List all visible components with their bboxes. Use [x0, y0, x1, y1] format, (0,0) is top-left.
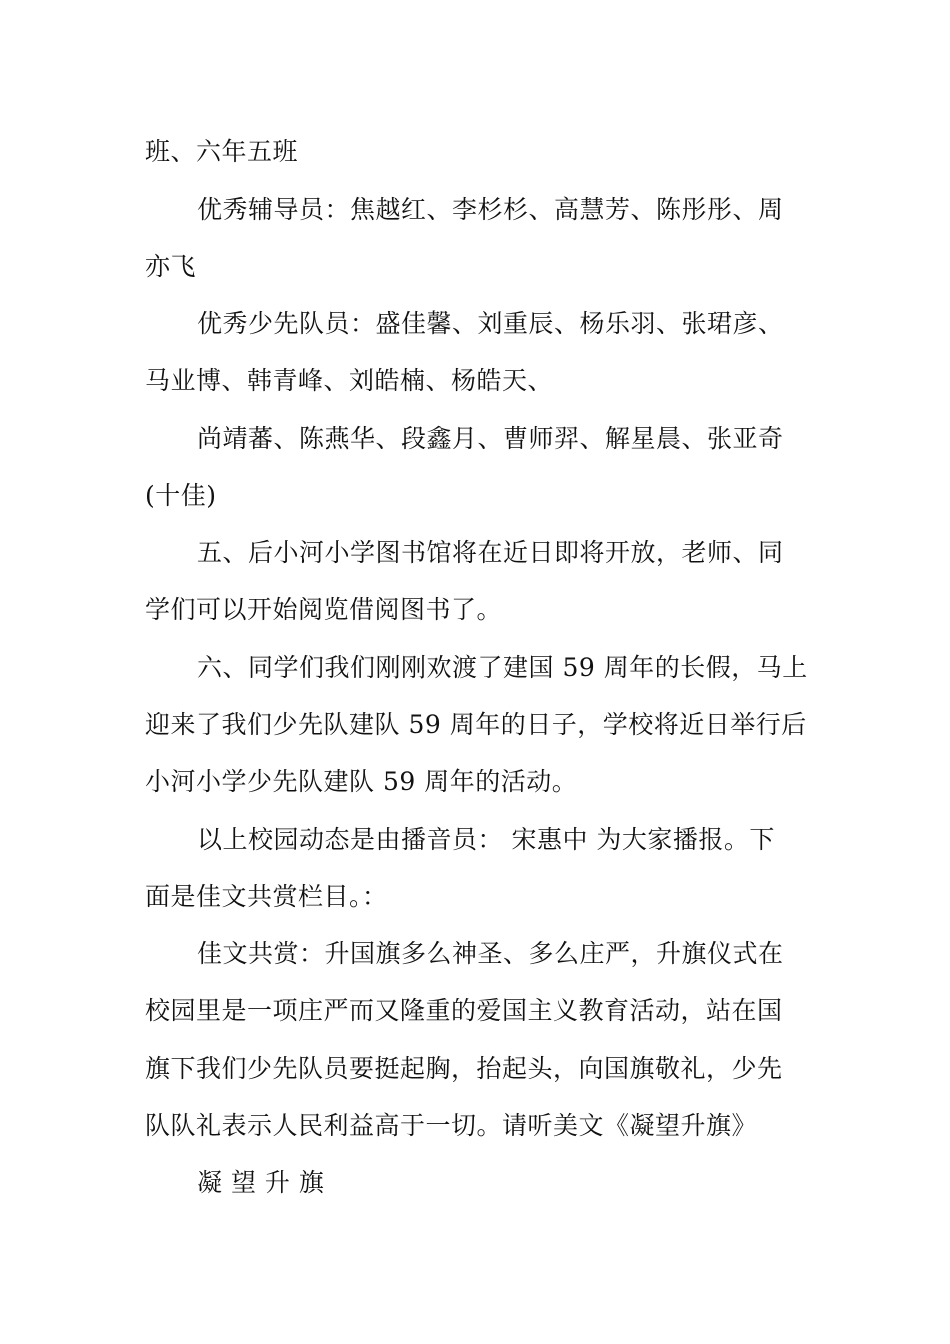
text-line: 佳文共赏：升国旗多么神圣、多么庄严，升旗仪式在: [197, 939, 784, 968]
text-line: 优秀少先队员：盛佳馨、刘重辰、杨乐羽、张珺彦、: [197, 309, 784, 338]
text-line: 旗下我们少先队员要挺起胸，抬起头，向国旗敬礼，少先: [145, 1054, 783, 1083]
text-line: 面是佳文共赏栏目。：: [145, 882, 388, 911]
text-line: 校园里是一项庄严而又隆重的爱国主义教育活动，站在国: [145, 996, 783, 1025]
text-line: 班、六年五班: [145, 137, 299, 166]
text-line: 尚靖蕃、陈燕华、段鑫月、曹师羿、解星晨、张亚奇: [197, 424, 784, 453]
text-line: 六、同学们我们刚刚欢渡了建国 59 周年的长假，马上: [197, 653, 808, 682]
text-line: 学们可以开始阅览借阅图书了。: [145, 595, 503, 624]
text-line: 优秀辅导员：焦越红、李杉杉、高慧芳、陈彤彤、周: [197, 195, 784, 224]
text-line: (十佳): [145, 481, 217, 510]
text-line: 队队礼表示人民利益高于一切。请听美文《凝望升旗》: [145, 1111, 758, 1140]
text-line: 马业博、韩青峰、刘皓楠、杨皓天、: [145, 366, 554, 395]
text-line: 迎来了我们少先队建队 59 周年的日子，学校将近日举行后: [145, 710, 807, 739]
text-line: 小河小学少先队建队 59 周年的活动。: [145, 767, 578, 796]
poem-title: 凝 望 升 旗: [197, 1168, 325, 1197]
text-line: 以上校园动态是由播音员： 宋惠中 为大家播报。下: [197, 825, 775, 854]
text-line: 五、后小河小学图书馆将在近日即将开放，老师、同: [197, 538, 784, 567]
text-line: 亦飞: [145, 252, 197, 281]
